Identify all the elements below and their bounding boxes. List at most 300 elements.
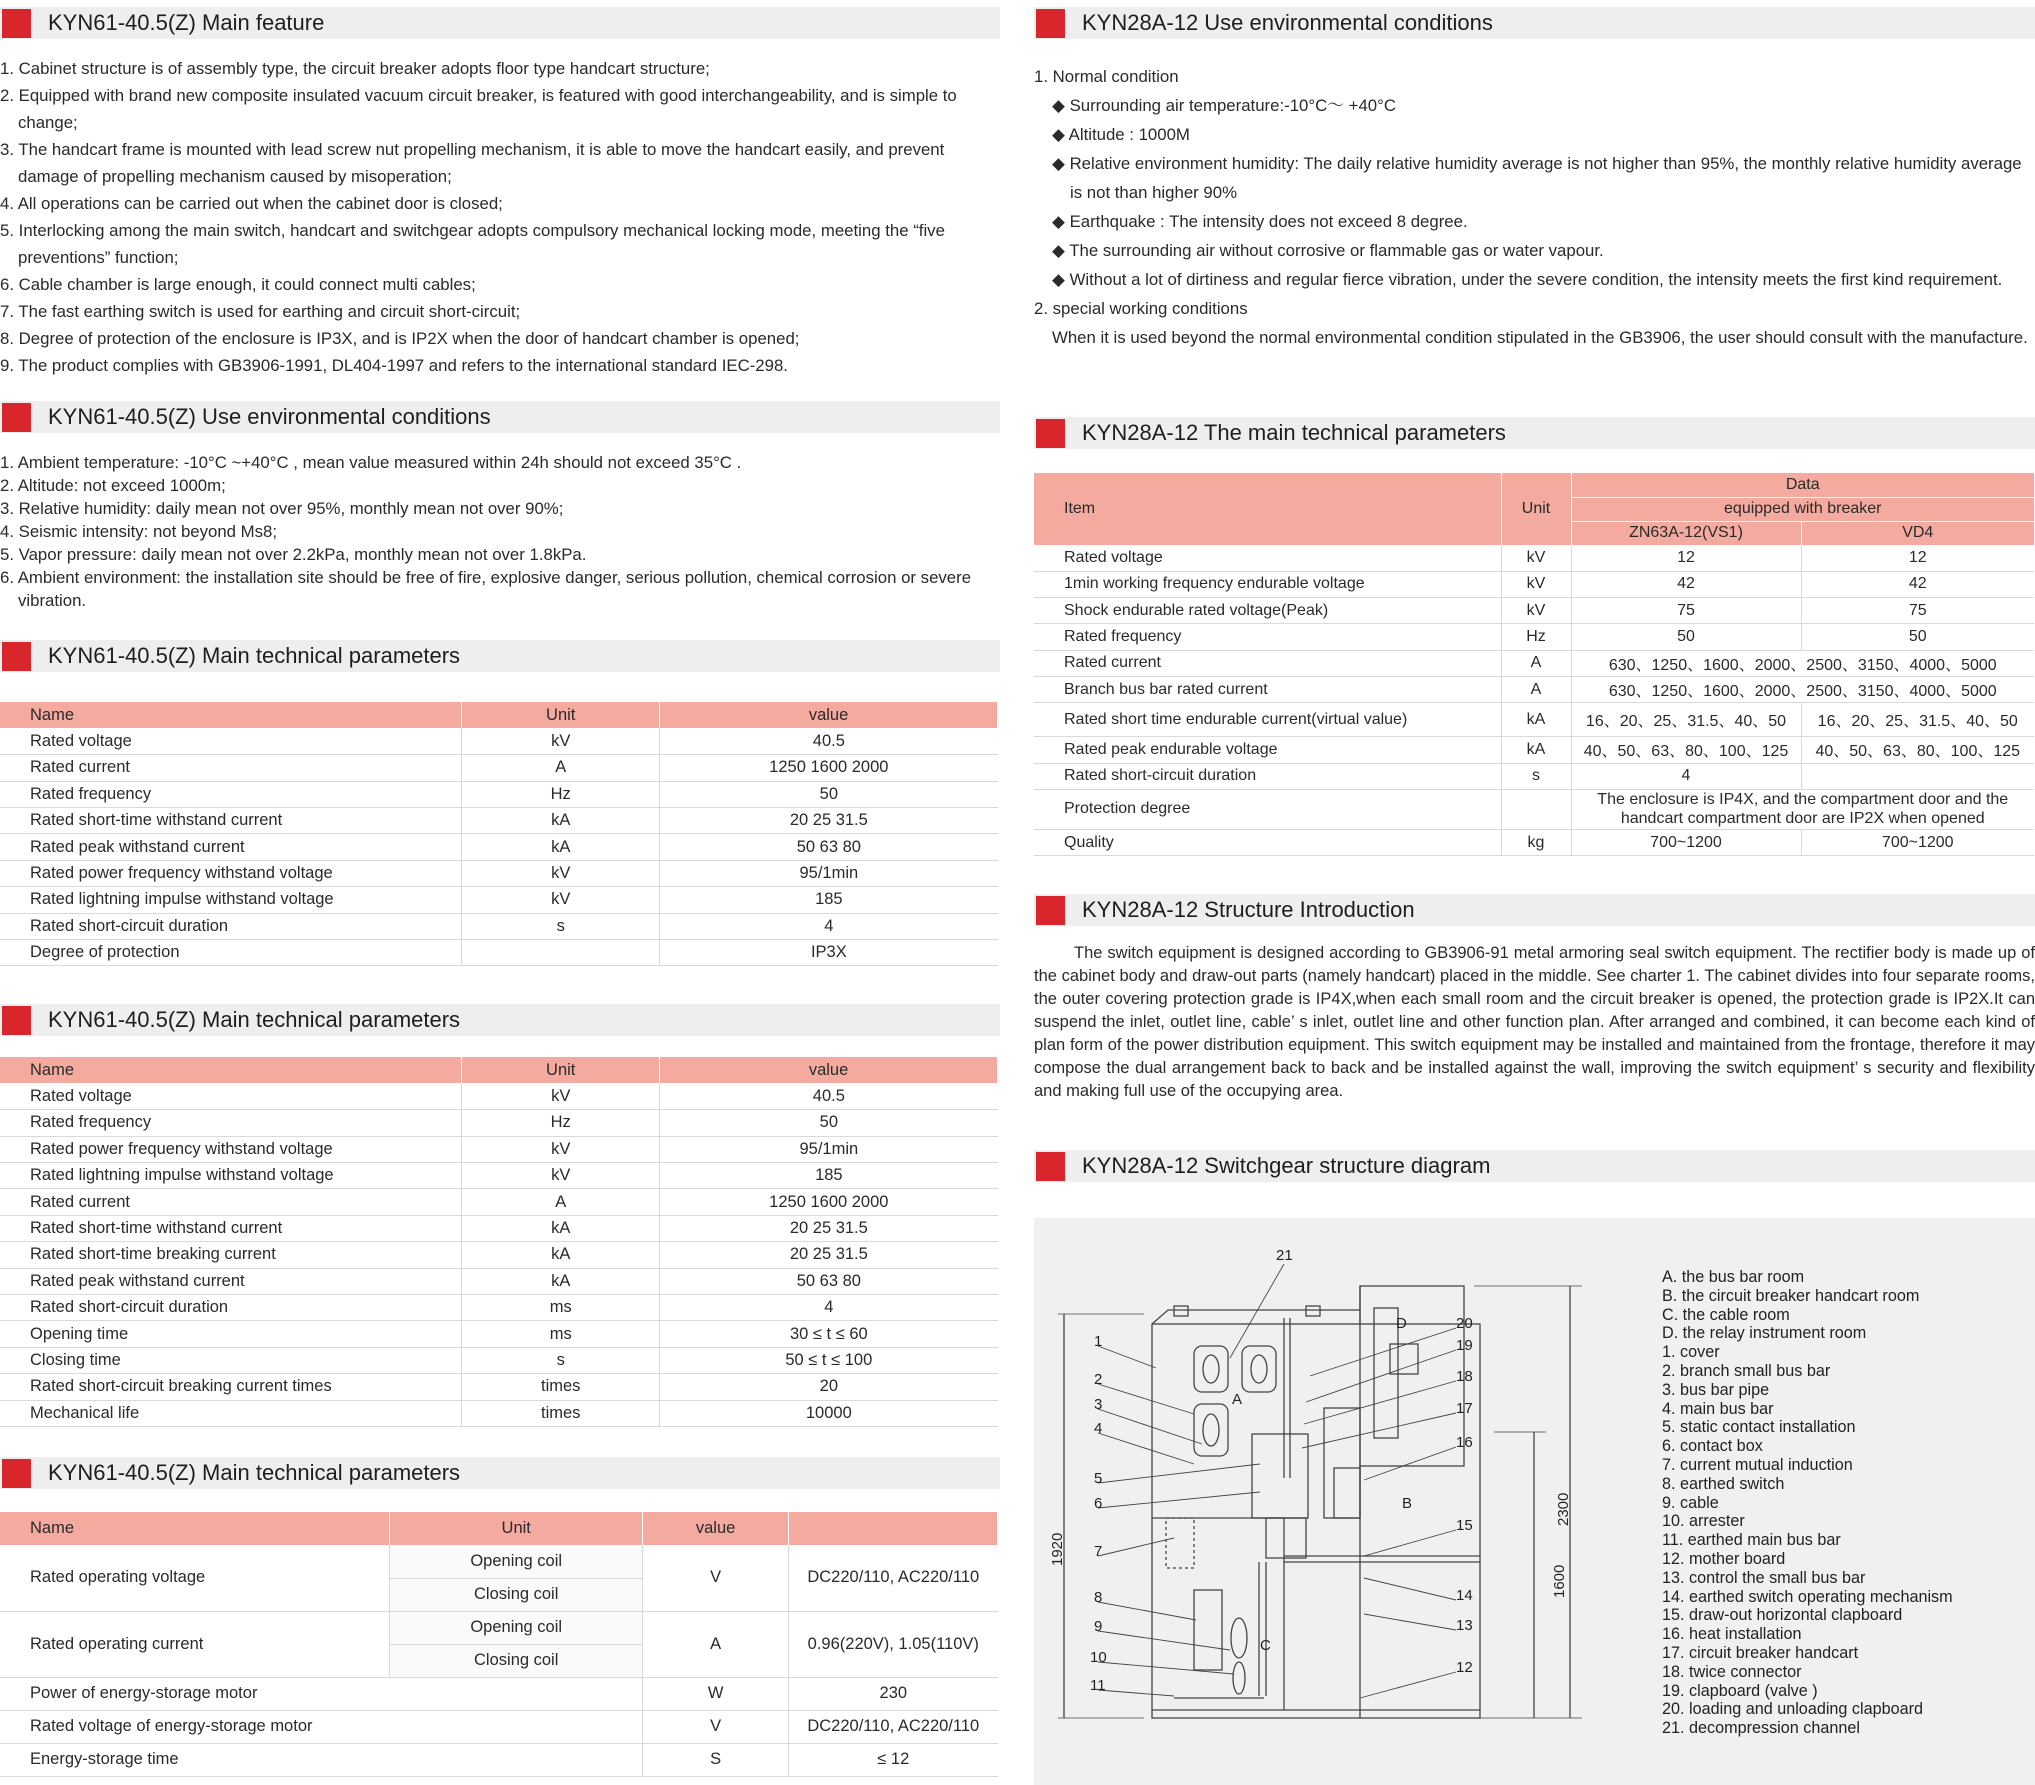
legend-item: 17. circuit breaker handcart xyxy=(1662,1643,1859,1662)
cell-value: 42 xyxy=(1801,571,2034,597)
cell-name: Rated peak endurable voltage xyxy=(1034,737,1501,763)
table-row xyxy=(0,940,998,966)
section-header-env xyxy=(0,401,1000,433)
cell-name: Rated power frequency withstand voltage xyxy=(0,860,462,886)
cell-name: Opening time xyxy=(0,1321,462,1347)
cell-name: Rated short time endurable current(virtual value) xyxy=(1034,703,1501,737)
cell-name: Rated frequency xyxy=(0,1110,462,1136)
cell-unit: V xyxy=(643,1545,789,1611)
cell-name: Rated voltage xyxy=(0,728,462,754)
table-row xyxy=(0,1710,998,1743)
cell-unit: kV xyxy=(462,860,660,886)
cell-value: 50 xyxy=(660,781,998,807)
label-21: 21 xyxy=(1276,1247,1293,1264)
cell-value: 4 xyxy=(660,913,998,939)
section-marker xyxy=(2,9,31,38)
list-item: 6. Ambient environment: the installation site should be free of fire, explosive danger, serious pollution, chemical corrosion or severe vibration. xyxy=(0,568,972,610)
cell-value: 50 63 80 xyxy=(660,1268,998,1294)
table-header-row xyxy=(0,1057,998,1083)
table-row xyxy=(0,1083,998,1109)
table-header-row xyxy=(0,702,998,728)
section-title: KYN28A-12 Structure Introduction xyxy=(1082,897,1415,922)
cell-value: 40.5 xyxy=(660,728,998,754)
cell-value: 12 xyxy=(1571,545,1801,571)
tech2-table xyxy=(0,1057,998,1427)
cell-name: Quality xyxy=(1034,829,1501,855)
table-row xyxy=(1034,676,2034,702)
list-item: ◆ Relative environment humidity: The daily relative humidity average is not higher than 95%, the monthly relative humidity average is not than higher 90% xyxy=(1052,154,2022,202)
section-marker xyxy=(2,1459,31,1488)
label-room-d: D xyxy=(1396,1315,1407,1332)
cell-unit: s xyxy=(1501,763,1571,789)
cell-name: Rated short-time withstand current xyxy=(0,1215,462,1241)
section-title: KYN61-40.5(Z) Main technical parameters xyxy=(48,1007,461,1032)
table-row xyxy=(1034,829,2034,855)
label-right-19: 19 xyxy=(1456,1337,1473,1354)
cell-value: DC220/110, AC220/110 xyxy=(789,1710,998,1743)
label-left-11: 11 xyxy=(1090,1677,1106,1694)
legend-item: 14. earthed switch operating mechanism xyxy=(1662,1587,1953,1606)
cell-value: 1250 1600 2000 xyxy=(660,755,998,781)
cell-name: Rated peak withstand current xyxy=(0,834,462,860)
table-row xyxy=(1034,624,2034,650)
table-row xyxy=(0,1189,998,1215)
cell-name: Branch bus bar rated current xyxy=(1034,676,1501,702)
table-row xyxy=(0,1611,998,1644)
cell-unit: W xyxy=(643,1677,789,1710)
table-row xyxy=(0,1295,998,1321)
cell-value: 50 xyxy=(1571,624,1801,650)
cell-name: Shock endurable rated voltage(Peak) xyxy=(1034,598,1501,624)
cell-unit: times xyxy=(462,1400,660,1426)
cell-value: 75 xyxy=(1801,598,2034,624)
column-header: Data xyxy=(1571,473,2034,497)
legend-item: 9. cable xyxy=(1662,1493,1719,1512)
cell-sub: Closing coil xyxy=(390,1644,643,1677)
list-item: 7. The fast earthing switch is used for earthing and circuit short-circuit; xyxy=(0,302,521,321)
list-item: 5. Interlocking among the main switch, handcart and switchgear adopts compulsory mechanical locking mode, meeting the “five preventions” function; xyxy=(0,221,945,267)
column-header: Unit xyxy=(462,1057,660,1083)
table-row xyxy=(0,808,998,834)
cell-name: 1min working frequency endurable voltage xyxy=(1034,571,1501,597)
legend-item: D. the relay instrument room xyxy=(1662,1324,1867,1343)
cell-value: 95/1min xyxy=(660,1136,998,1162)
section-title: KYN28A-12 Use environmental conditions xyxy=(1082,10,1493,35)
table-row xyxy=(1034,571,2034,597)
table-row xyxy=(0,755,998,781)
label-left-2: 2 xyxy=(1094,1371,1103,1388)
cell-value xyxy=(1801,763,2034,789)
cell-unit: kA xyxy=(462,1268,660,1294)
cell-unit: kA xyxy=(462,834,660,860)
cell-sub: Closing coil xyxy=(390,1578,643,1611)
relay-room xyxy=(1360,1286,1464,1466)
label-right-14: 14 xyxy=(1456,1587,1473,1604)
table-row xyxy=(1034,789,2034,829)
cell-unit: A xyxy=(1501,650,1571,676)
legend-item: 11. earthed main bus bar xyxy=(1662,1531,1841,1550)
cell-unit: ms xyxy=(462,1321,660,1347)
label-left-3: 3 xyxy=(1094,1396,1103,1413)
table-row xyxy=(0,1743,998,1776)
label-room-c: C xyxy=(1260,1637,1271,1654)
cell-value: 185 xyxy=(660,887,998,913)
cell-value: 20 25 31.5 xyxy=(660,1215,998,1241)
column-header: ZN63A-12(VS1) xyxy=(1571,521,1801,545)
label-right-12: 12 xyxy=(1456,1659,1473,1676)
label-left-8: 8 xyxy=(1094,1589,1103,1606)
cell-unit: kA xyxy=(462,1215,660,1241)
cell-value: 50 xyxy=(1801,624,2034,650)
cell-unit: A xyxy=(462,1189,660,1215)
legend-item: 16. heat installation xyxy=(1662,1625,1802,1644)
env-list xyxy=(0,451,1000,612)
cell-unit: Hz xyxy=(462,781,660,807)
table-row xyxy=(1034,737,2034,763)
env-right-list xyxy=(1034,62,2035,352)
column-header: value xyxy=(660,1057,998,1083)
switchgear-diagram xyxy=(1034,1218,2035,1785)
column-header: Unit xyxy=(1501,473,1571,545)
section-marker xyxy=(1036,9,1065,38)
legend-item: 15. draw-out horizontal clapboard xyxy=(1662,1606,1903,1625)
cell-value: 630、1250、1600、2000、2500、3150、4000、5000 xyxy=(1571,650,2034,676)
column-header: equipped with breaker xyxy=(1571,497,2034,521)
cell-name: Rated lightning impulse withstand voltage xyxy=(0,1163,462,1189)
list-item: 3. Relative humidity: daily mean not over 95%, monthly mean not over 90%; xyxy=(0,499,564,518)
cell-name: Rated short-circuit duration xyxy=(0,913,462,939)
section-marker xyxy=(1036,1152,1065,1181)
table-row xyxy=(0,728,998,754)
legend-item: 7. current mutual induction xyxy=(1662,1455,1853,1474)
table-row xyxy=(0,887,998,913)
cell-unit: kV xyxy=(462,887,660,913)
cell-name: Rated short-circuit duration xyxy=(1034,763,1501,789)
table-row xyxy=(0,1268,998,1294)
table-row xyxy=(0,1347,998,1373)
cell-unit: A xyxy=(1501,676,1571,702)
label-room-b: B xyxy=(1402,1495,1413,1512)
list-item: 2. Equipped with brand new composite insulated vacuum circuit breaker, is featured with good interchangeability, and is simple to change; xyxy=(0,86,957,132)
cell-name: Energy-storage time xyxy=(0,1743,643,1776)
cell-value: 4 xyxy=(1571,763,1801,789)
cell-value: 16、20、25、31.5、40、50 xyxy=(1571,703,1801,737)
cell-name: Rated frequency xyxy=(0,781,462,807)
cell-unit: kV xyxy=(462,1083,660,1109)
legend-item: 20. loading and unloading clapboard xyxy=(1662,1700,1924,1719)
column-header: value xyxy=(660,702,998,728)
cell-name: Rated current xyxy=(1034,650,1501,676)
section-title: KYN61-40.5(Z) Main feature xyxy=(48,10,325,35)
table-row xyxy=(0,1321,998,1347)
cell-name: Rated current xyxy=(0,1189,462,1215)
label-left-4: 4 xyxy=(1094,1420,1103,1437)
cell-value: 12 xyxy=(1801,545,2034,571)
table-row xyxy=(1034,598,2034,624)
dimension-2300: 2300 xyxy=(1555,1492,1572,1526)
cell-name: Rated short-time breaking current xyxy=(0,1242,462,1268)
section-title: KYN28A-12 The main technical parameters xyxy=(1082,420,1506,445)
cell-name: Rated operating current xyxy=(0,1611,390,1677)
label-right-16: 16 xyxy=(1456,1434,1473,1451)
cell-unit: kV xyxy=(462,1136,660,1162)
section-header-tech1 xyxy=(0,640,1000,672)
column-header: Name xyxy=(0,702,462,728)
list-item: ◆ Altitude : 1000M xyxy=(1052,125,1190,144)
legend-item: B. the circuit breaker handcart room xyxy=(1662,1286,1920,1305)
cell-unit: s xyxy=(462,1347,660,1373)
table-row xyxy=(0,913,998,939)
cell-value: 10000 xyxy=(660,1400,998,1426)
list-heading: 2. special working conditions xyxy=(1034,299,1248,318)
section-marker xyxy=(1036,419,1065,448)
list-item: ◆ Earthquake : The intensity does not exceed 8 degree. xyxy=(1052,212,1468,231)
section-title: KYN61-40.5(Z) Use environmental conditions xyxy=(48,404,491,429)
cell-value: 700~1200 xyxy=(1571,829,1801,855)
cell-value: 4 xyxy=(660,1295,998,1321)
legend-item: 13. control the small bus bar xyxy=(1662,1568,1866,1587)
cell-unit: Hz xyxy=(462,1110,660,1136)
table-row xyxy=(0,834,998,860)
section-marker xyxy=(2,1006,31,1035)
list-item: ◆ Surrounding air temperature:-10°C～ +40°C xyxy=(1052,96,1396,115)
cell-value: 16、20、25、31.5、40、50 xyxy=(1801,703,2034,737)
table-row xyxy=(0,1677,998,1710)
cell-name: Rated short-time withstand current xyxy=(0,808,462,834)
cell-name: Mechanical life xyxy=(0,1400,462,1426)
cell-name: Closing time xyxy=(0,1347,462,1373)
legend-item: 2. branch small bus bar xyxy=(1662,1361,1831,1380)
legend-item: 19. clapboard (valve ) xyxy=(1662,1681,1818,1700)
cell-unit: Hz xyxy=(1501,624,1571,650)
cell-unit: kA xyxy=(462,1242,660,1268)
structure-paragraph: The switch equipment is designed according to GB3906-91 metal armoring seal switch equipment. The rectifier body is made up of the cabinet body and draw-out parts (namely handcart) placed in the middle. See charter 1. The cabinet divides into four separate rooms, the outer covering protection grade is IP4X,when each small room and the circuit breaker is opened, the protection grade is IP2X.It can suspend the inlet, outlet line, cable’ s inlet, outlet line and other function plan. After arranged and combined, it can become each kind of plan form of the power distribution equipment. This switch equipment may be installed and maintained from the frontage, therefore it may compose the dual arrangement back to back and be installed against the wall, improving the switch equipment’ s security and flexibility and making full use of the occupying area. xyxy=(1034,944,2035,1100)
table-header-row xyxy=(1034,473,2034,497)
cell-value: 20 25 31.5 xyxy=(660,1242,998,1268)
cell-value: ≤ 12 xyxy=(789,1743,998,1776)
list-item: 8. Degree of protection of the enclosure is IP3X, and is IP2X when the door of handcart chamber is opened; xyxy=(0,329,800,348)
cell-value: 700~1200 xyxy=(1801,829,2034,855)
label-left-7: 7 xyxy=(1094,1543,1103,1560)
cell-name: Rated short-circuit breaking current times xyxy=(0,1374,462,1400)
cell-unit: times xyxy=(462,1374,660,1400)
label-right-13: 13 xyxy=(1456,1617,1473,1634)
section-header-env-right xyxy=(1034,7,2035,39)
cell-value: 50 ≤ t ≤ 100 xyxy=(660,1347,998,1373)
table-row xyxy=(0,1242,998,1268)
legend-item: 5. static contact installation xyxy=(1662,1418,1856,1437)
table-row xyxy=(1034,545,2034,571)
table-header-row xyxy=(0,1512,998,1545)
list-heading: 1. Normal condition xyxy=(1034,67,1179,86)
legend-item: 8. earthed switch xyxy=(1662,1474,1785,1493)
cell-name: Rated current xyxy=(0,755,462,781)
section-header-diagram xyxy=(1034,1150,2035,1182)
table-row xyxy=(0,1110,998,1136)
cell-name: Rated power frequency withstand voltage xyxy=(0,1136,462,1162)
list-item: 1. Cabinet structure is of assembly type, the circuit breaker adopts floor type handcart structure; xyxy=(0,59,710,78)
section-header-structure xyxy=(1034,894,2035,926)
cell-sub: Opening coil xyxy=(390,1611,643,1644)
table-row xyxy=(0,781,998,807)
table-row xyxy=(0,1215,998,1241)
cell-value: 50 63 80 xyxy=(660,834,998,860)
cell-name: Rated lightning impulse withstand voltage xyxy=(0,887,462,913)
section-marker xyxy=(2,642,31,671)
cell-name: Rated voltage of energy-storage motor xyxy=(0,1710,643,1743)
section-header-tech2 xyxy=(0,1004,1000,1036)
cell-unit: kA xyxy=(1501,703,1571,737)
table-row xyxy=(0,1136,998,1162)
cell-value: 230 xyxy=(789,1677,998,1710)
cell-name: Degree of protection xyxy=(0,940,462,966)
table-row xyxy=(1034,763,2034,789)
cell-value: 630、1250、1600、2000、2500、3150、4000、5000 xyxy=(1571,676,2034,702)
list-item: 6. Cable chamber is large enough, it could connect multi cables; xyxy=(0,275,476,294)
section-marker xyxy=(1036,896,1065,925)
section-header-tech-right xyxy=(1034,417,2035,449)
cell-name: Rated voltage xyxy=(1034,545,1501,571)
cell-unit: s xyxy=(462,913,660,939)
cell-unit xyxy=(1501,789,1571,829)
cell-value: 40.5 xyxy=(660,1083,998,1109)
dimension-1600: 1600 xyxy=(1551,1564,1568,1598)
cell-value: 40、50、63、80、100、125 xyxy=(1801,737,2034,763)
section-header-main-feature xyxy=(0,7,1000,39)
column-header: Name xyxy=(0,1057,462,1083)
list-item: 4. All operations can be carried out when the cabinet door is closed; xyxy=(0,194,503,213)
cell-value: 40、50、63、80、100、125 xyxy=(1571,737,1801,763)
cell-value: 42 xyxy=(1571,571,1801,597)
label-left-1: 1 xyxy=(1094,1333,1103,1350)
list-item: ◆ Without a lot of dirtiness and regular fierce vibration, under the severe condition, the intensity meets the first kind requirement. xyxy=(1052,270,2003,289)
list-item: ◆ The surrounding air without corrosive or flammable gas or water vapour. xyxy=(1052,241,1604,260)
legend-item: 4. main bus bar xyxy=(1662,1399,1774,1418)
cell-value: 30 ≤ t ≤ 60 xyxy=(660,1321,998,1347)
legend-item: 3. bus bar pipe xyxy=(1662,1380,1770,1399)
tech3-table xyxy=(0,1512,998,1777)
tech1-table xyxy=(0,702,998,966)
legend-item: 6. contact box xyxy=(1662,1437,1763,1456)
cell-unit: V xyxy=(643,1710,789,1743)
cell-value: The enclosure is IP4X, and the compartment door and the handcart compartment door are IP2X when opened xyxy=(1571,789,2034,829)
cell-unit: kV xyxy=(1501,571,1571,597)
main-feature-list xyxy=(0,55,1000,379)
list-item: 2. Altitude: not exceed 1000m; xyxy=(0,476,226,495)
label-left-10: 10 xyxy=(1090,1649,1107,1666)
cell-name: Protection degree xyxy=(1034,789,1501,829)
legend-item: 18. twice connector xyxy=(1662,1662,1802,1681)
dimension-1920: 1920 xyxy=(1049,1532,1066,1566)
table-row xyxy=(0,1163,998,1189)
label-right-20: 20 xyxy=(1456,1315,1473,1332)
section-marker xyxy=(2,403,31,432)
cabinet-outline xyxy=(1152,1324,1480,1718)
legend-item: C. the cable room xyxy=(1662,1305,1790,1324)
column-header xyxy=(789,1512,998,1545)
legend-item: A. the bus bar room xyxy=(1662,1268,1805,1286)
cell-unit: kV xyxy=(462,1163,660,1189)
cell-sub: Opening coil xyxy=(390,1545,643,1578)
section-title: KYN61-40.5(Z) Main technical parameters xyxy=(48,1460,461,1485)
list-item: 5. Vapor pressure: daily mean not over 2.2kPa, monthly mean not over 1.8kPa. xyxy=(0,545,587,564)
cell-unit: kV xyxy=(1501,598,1571,624)
label-right-15: 15 xyxy=(1456,1517,1473,1534)
cell-value: 0.96(220V), 1.05(110V) xyxy=(789,1611,998,1677)
legend-item: 12. mother board xyxy=(1662,1549,1786,1568)
cell-unit: A xyxy=(462,755,660,781)
column-header: VD4 xyxy=(1801,521,2034,545)
table-row xyxy=(0,1545,998,1578)
column-header: Unit xyxy=(390,1512,643,1545)
switchgear-drawing xyxy=(1034,1218,1634,1785)
cell-value: 75 xyxy=(1571,598,1801,624)
table-row xyxy=(0,1400,998,1426)
legend-item: 10. arrester xyxy=(1662,1512,1745,1531)
cell-value: 95/1min xyxy=(660,860,998,886)
cell-value: 50 xyxy=(660,1110,998,1136)
cell-name: Rated peak withstand current xyxy=(0,1268,462,1294)
cell-unit: kA xyxy=(1501,737,1571,763)
cell-name: Rated operating voltage xyxy=(0,1545,390,1611)
table-row xyxy=(0,1374,998,1400)
section-header-tech3 xyxy=(0,1457,1000,1489)
list-item: 9. The product complies with GB3906-1991, DL404-1997 and refers to the international standard IEC-298. xyxy=(0,356,788,375)
section-title: KYN61-40.5(Z) Main technical parameters xyxy=(48,643,461,668)
table-row xyxy=(0,860,998,886)
table-row xyxy=(1034,650,2034,676)
cell-value: IP3X xyxy=(660,940,998,966)
label-room-a: A xyxy=(1232,1391,1243,1408)
legend-item: 21. decompression channel xyxy=(1662,1719,1860,1738)
cell-unit: A xyxy=(643,1611,789,1677)
list-item: 4. Seismic intensity: not beyond Ms8; xyxy=(0,522,278,541)
cell-value: 20 25 31.5 xyxy=(660,808,998,834)
cell-unit: kA xyxy=(462,808,660,834)
cell-unit: S xyxy=(643,1743,789,1776)
section-title: KYN28A-12 Switchgear structure diagram xyxy=(1082,1153,1491,1178)
column-header: Item xyxy=(1034,473,1501,545)
cell-unit xyxy=(462,940,660,966)
legend-item: 1. cover xyxy=(1662,1343,1720,1362)
special-text: When it is used beyond the normal environmental condition stipulated in the GB3906, the user should consult with the manufacture. xyxy=(1052,328,2028,347)
cell-value: 185 xyxy=(660,1163,998,1189)
list-item: 1. Ambient temperature: -10°C ~+40°C , mean value measured within 24h should not exceed 35°C . xyxy=(0,453,742,472)
tech-right-table xyxy=(1034,473,2034,856)
cell-name: Rated frequency xyxy=(1034,624,1501,650)
label-left-6: 6 xyxy=(1094,1495,1103,1512)
label-left-5: 5 xyxy=(1094,1470,1103,1487)
table-row xyxy=(1034,703,2034,737)
cell-name: Rated short-circuit duration xyxy=(0,1295,462,1321)
list-item: 3. The handcart frame is mounted with lead screw nut propelling mechanism, it is able to move the handcart easily, and prevent damage of propelling mechanism caused by misoperation; xyxy=(0,140,945,186)
label-right-18: 18 xyxy=(1456,1368,1473,1385)
cell-unit: kg xyxy=(1501,829,1571,855)
diagram-legend xyxy=(1662,1268,1953,1738)
label-left-9: 9 xyxy=(1094,1618,1103,1635)
label-right-17: 17 xyxy=(1456,1400,1473,1417)
cell-unit: kV xyxy=(462,728,660,754)
cell-value: 1250 1600 2000 xyxy=(660,1189,998,1215)
cell-name: Power of energy-storage motor xyxy=(0,1677,643,1710)
cell-name: Rated voltage xyxy=(0,1083,462,1109)
cell-value: 20 xyxy=(660,1374,998,1400)
cell-value: DC220/110, AC220/110 xyxy=(789,1545,998,1611)
column-header: Name xyxy=(0,1512,390,1545)
cell-unit: kV xyxy=(1501,545,1571,571)
normal-conditions xyxy=(1034,91,2035,294)
column-header: value xyxy=(643,1512,789,1545)
